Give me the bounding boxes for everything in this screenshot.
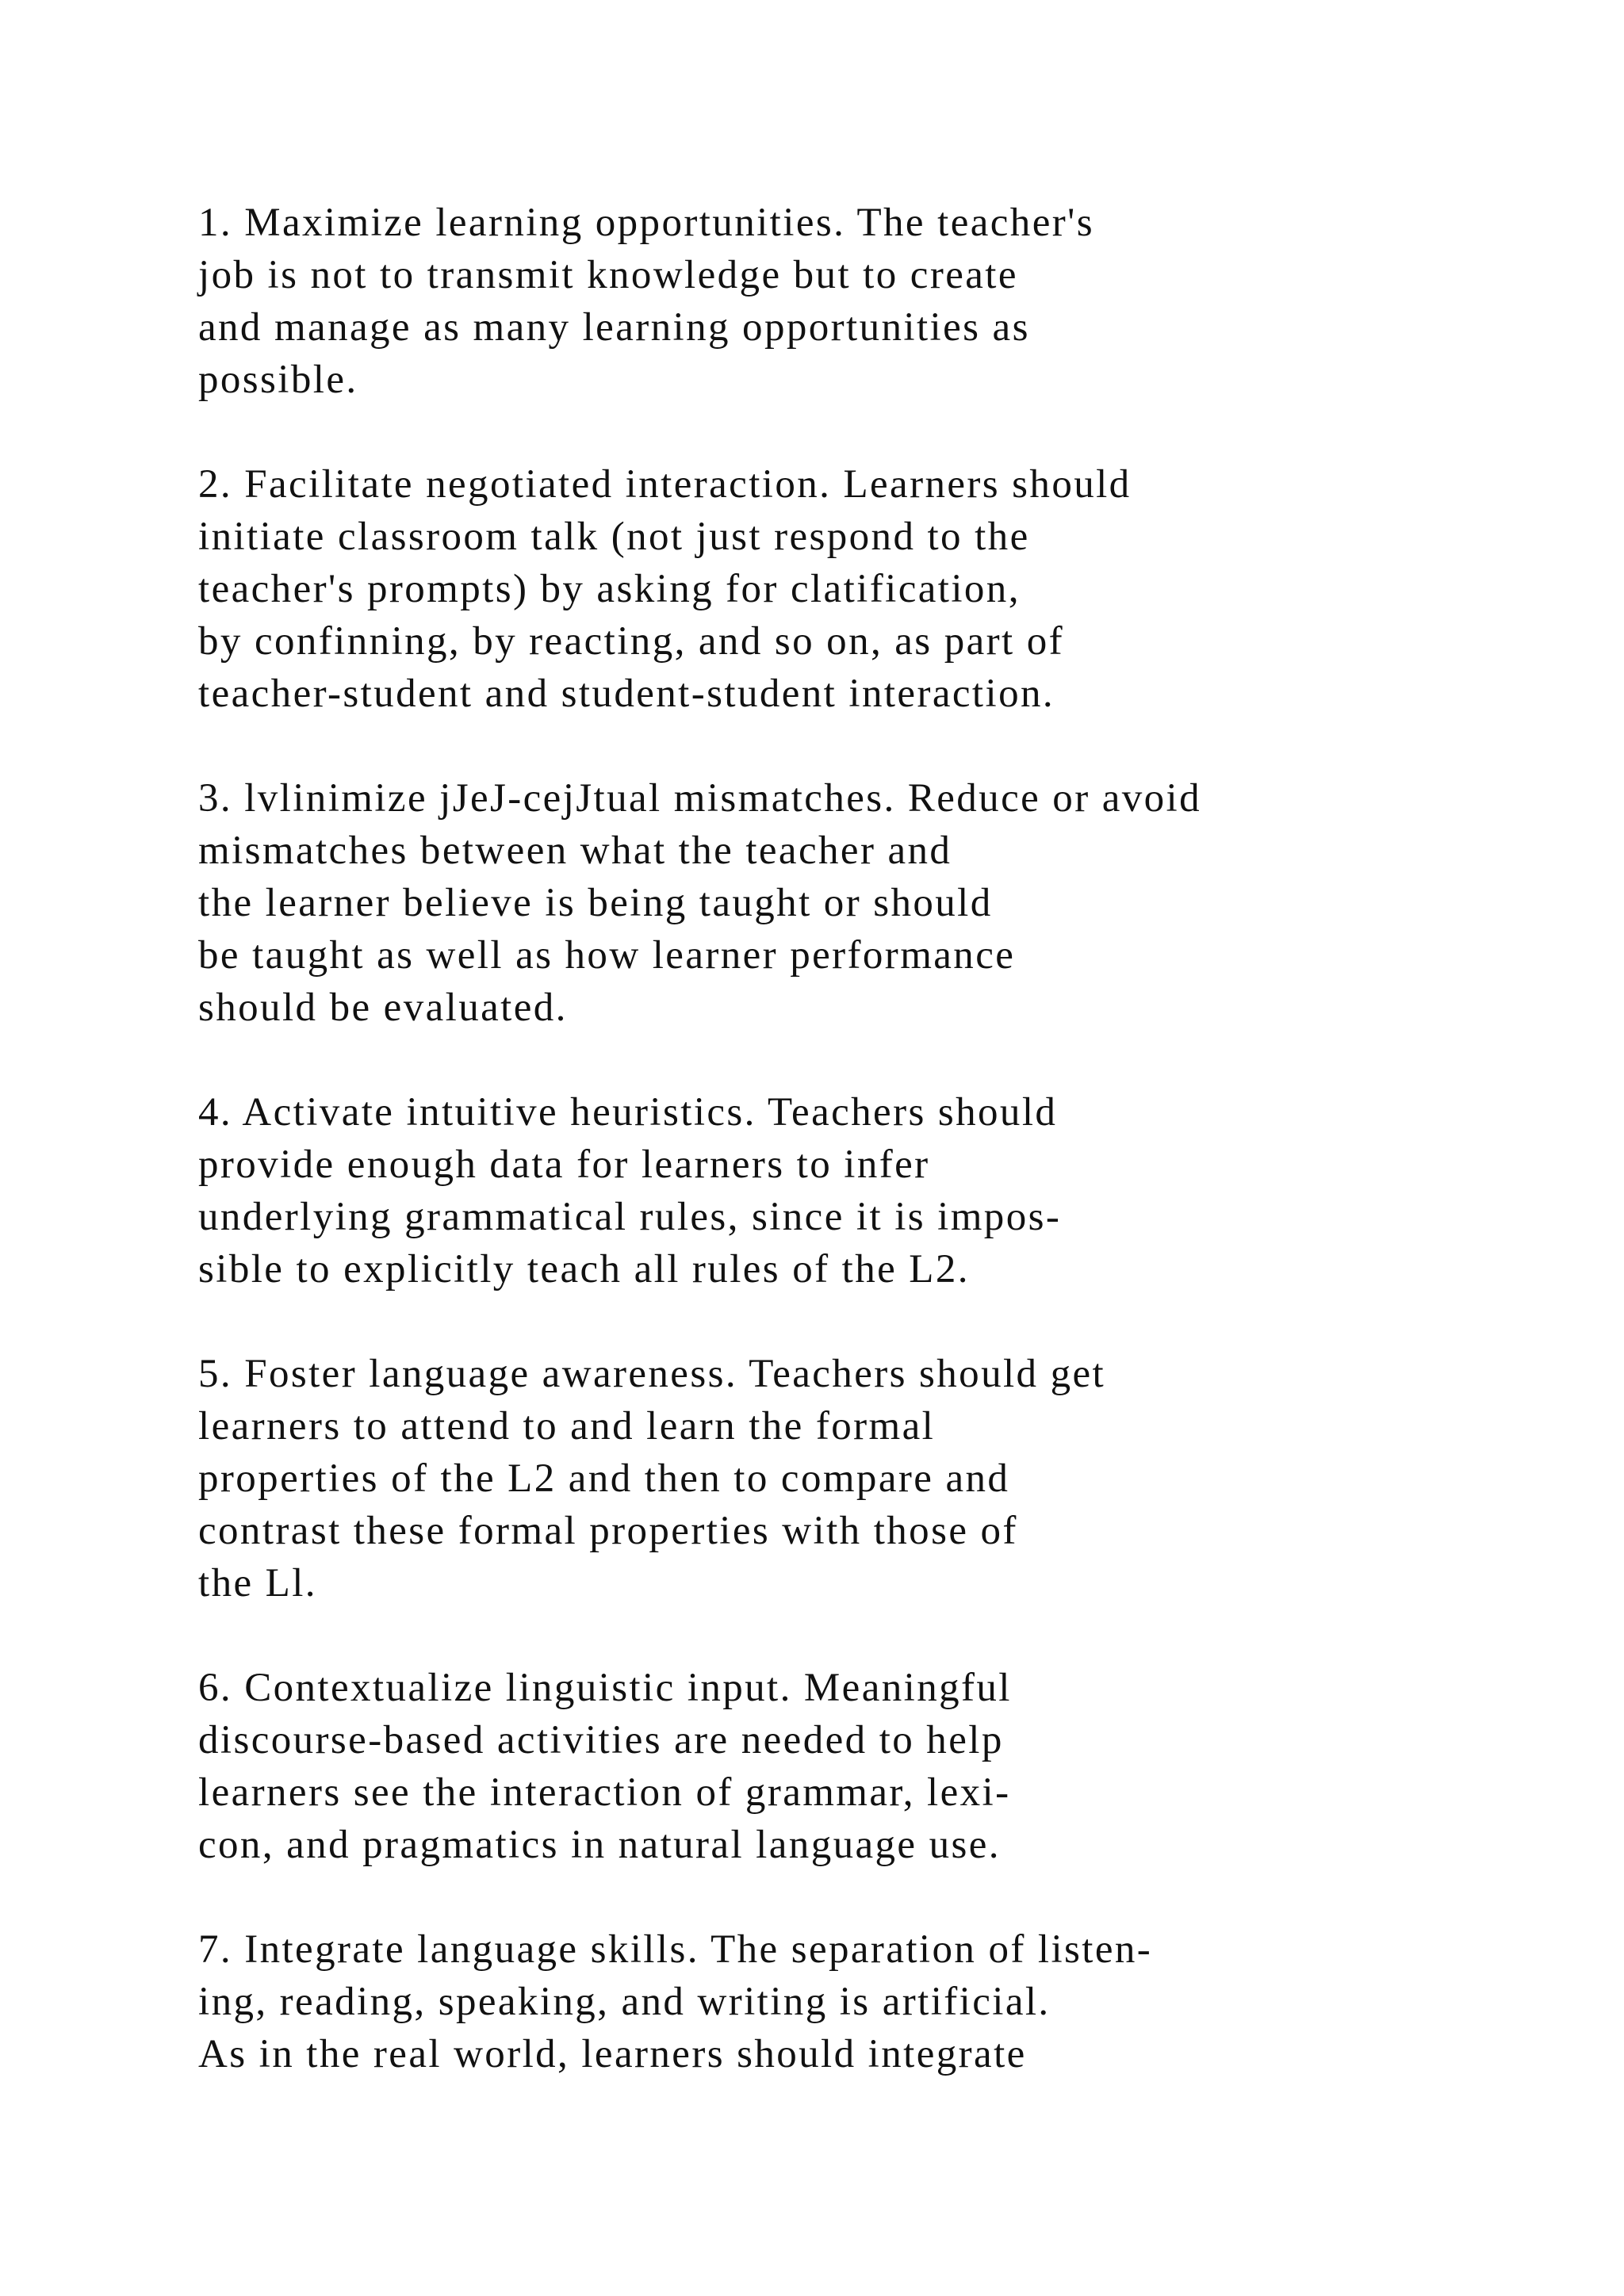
- text-line: mismatches between what the teacher and: [198, 828, 952, 873]
- text-line: underlying grammatical rules, since it is impos-: [198, 1195, 1062, 1239]
- text-line: properties of the L2 and then to compare and: [198, 1456, 1010, 1501]
- text-line: be taught as well as how learner performance: [198, 933, 1016, 978]
- text-line: con, and pragmatics in natural language use.: [198, 1823, 1001, 1867]
- text-line: teacher-student and student-student interaction.: [198, 672, 1055, 716]
- text-line: ing, reading, speaking, and writing is artificial.: [198, 1980, 1051, 2024]
- text-line: by confinning, by reacting, and so on, as part of: [198, 619, 1065, 664]
- text-line: 2. Facilitate negotiated interaction. Learners should: [198, 462, 1132, 507]
- text-line: possible.: [198, 358, 358, 402]
- text-line: 6. Contextualize linguistic input. Meaningful: [198, 1666, 1012, 1710]
- text-line: and manage as many learning opportunities as: [198, 305, 1030, 350]
- text-line: 7. Integrate language skills. The separation of listen-: [198, 1927, 1153, 1972]
- text-line: initiate classroom talk (not just respond to the: [198, 515, 1030, 559]
- text-line: should be evaluated.: [198, 985, 568, 1030]
- text-line: 3. lvlinimize jJeJ-cejJtual mismatches. Reduce or avoid: [198, 776, 1202, 821]
- text-line: job is not to transmit knowledge but to create: [198, 253, 1018, 297]
- text-line: teacher's prompts) by asking for clatification,: [198, 567, 1021, 611]
- text-line: As in the real world, learners should integrate: [198, 2032, 1027, 2076]
- text-line: learners to attend to and learn the formal: [198, 1404, 936, 1448]
- text-line: discourse-based activities are needed to help: [198, 1718, 1004, 1762]
- text-line: the learner believe is being taught or should: [198, 881, 993, 925]
- text-line: contrast these formal properties with those of: [198, 1509, 1018, 1553]
- text-line: sible to explicitly teach all rules of the L2.: [198, 1247, 970, 1292]
- text-line: the Ll.: [198, 1561, 317, 1605]
- text-line: learners see the interaction of grammar, lexi-: [198, 1770, 1011, 1815]
- text-line: provide enough data for learners to infer: [198, 1142, 930, 1187]
- text-line: 5. Foster language awareness. Teachers should get: [198, 1352, 1106, 1396]
- text-line: 4. Activate intuitive heuristics. Teachers should: [198, 1090, 1058, 1135]
- text-line: 1. Maximize learning opportunities. The teacher's: [198, 201, 1094, 245]
